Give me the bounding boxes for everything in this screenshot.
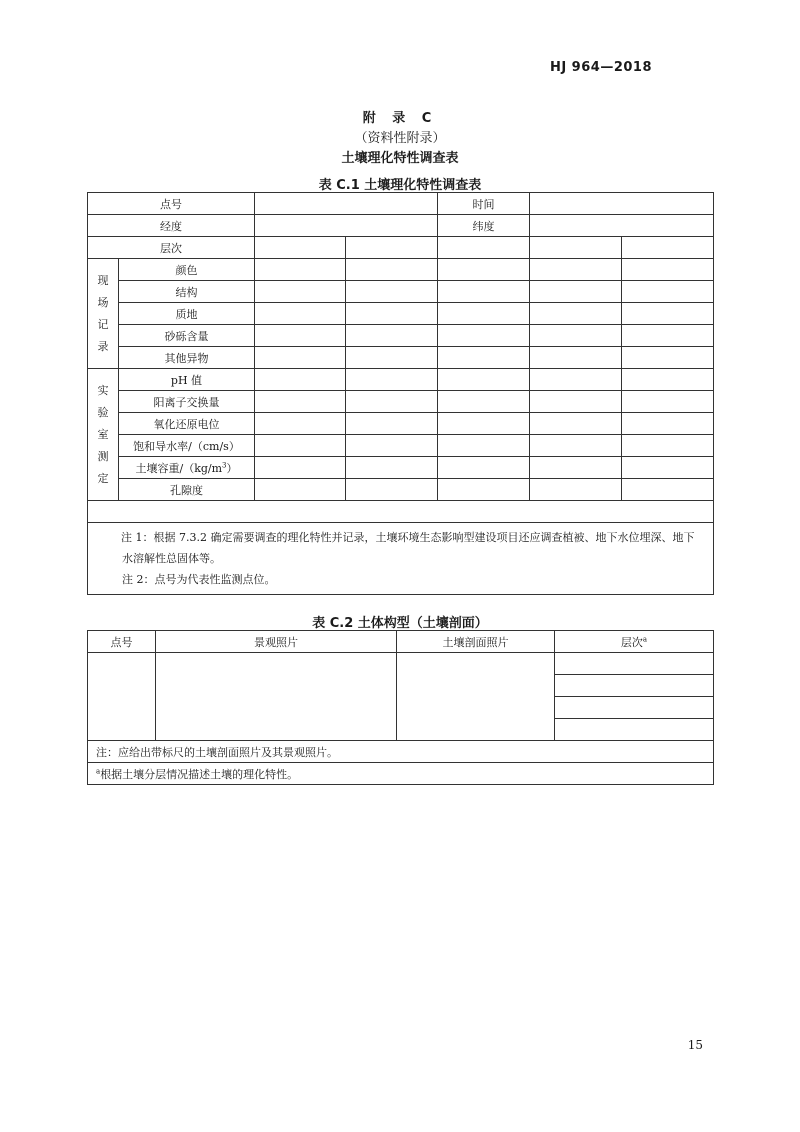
table1-caption: 表 C.1 土壤理化特性调查表 [318,178,482,193]
col-landscape: 景观照片 [156,631,397,653]
field-record-group: 现 场 记 录 [88,259,119,369]
lab-item: 饱和导水率/（cm/s） [119,435,255,457]
soil-property-table [87,192,714,595]
field-item: 颜色 [119,259,255,281]
lab-test-group: 实 验 室 测 定 [88,369,119,501]
table-row [88,193,714,215]
lon-value-cell [255,215,438,237]
table2-note: 注：应给出带标尺的土壤剖面照片及其景观照片。 [88,741,714,763]
table-row [88,259,714,281]
lab-item-density: 土壤容重$/(kg/m^3)$ [119,457,255,479]
standard-code: HJ 964—2018 [549,60,652,75]
blank-row [88,501,714,523]
lab-item: pH 值 [119,369,255,391]
layer-label: 层次 [88,237,255,259]
lon-label: 经度 [88,215,255,237]
table1-note2: 注 2：点号为代表性监测点位。 [122,573,276,586]
table2-footnote: $^a$根据土壤分层情况描述土壤的理化特性。 [88,763,714,785]
page-number: 15 [687,1038,703,1052]
table1-note1: 注 1：根据 7.3.2 确定需要调查的理化特性并记录，土壤环境生态影响型建设项目还应调查植被、地下水位埋深、地下水溶解性总固体等。 [121,531,695,565]
lab-item: 孔隙度 [119,479,255,501]
table-row [88,237,714,259]
table-row [88,391,714,413]
col-layer: 层次$^a$ [555,631,714,653]
table-row [88,347,714,369]
col-point: 点号 [88,631,156,653]
table-row [88,479,714,501]
lab-item: 阳离子交换量 [119,391,255,413]
table-row [88,435,714,457]
time-value-cell [530,193,714,215]
table-row [88,215,714,237]
soil-profile-table [87,630,714,785]
table-row [88,457,714,479]
table-row [88,303,714,325]
point-value-cell [255,193,438,215]
layer-subcells [555,653,714,741]
appendix-label: 附 录 C [362,111,438,126]
table-row [88,653,714,741]
field-item: 砂砾含量 [119,325,255,347]
field-item: 其他异物 [119,347,255,369]
point-label: 点号 [88,193,255,215]
table-row [88,281,714,303]
table-row [88,413,714,435]
table2-caption: 表 C.2 土体构型（土壤剖面） [312,616,488,631]
table-row [88,501,714,523]
table1-notes [88,523,714,595]
table-row [88,369,714,391]
lab-item: 氧化还原电位 [119,413,255,435]
field-item: 质地 [119,303,255,325]
lat-value-cell [530,215,714,237]
time-label: 时间 [438,193,530,215]
appendix-type: （资料性附录） [354,131,446,146]
lat-label: 纬度 [438,215,530,237]
table-row [88,325,714,347]
appendix-title: 土壤理化特性调查表 [341,151,459,166]
field-item: 结构 [119,281,255,303]
table-row [88,631,714,653]
col-profile: 土壤剖面照片 [397,631,555,653]
